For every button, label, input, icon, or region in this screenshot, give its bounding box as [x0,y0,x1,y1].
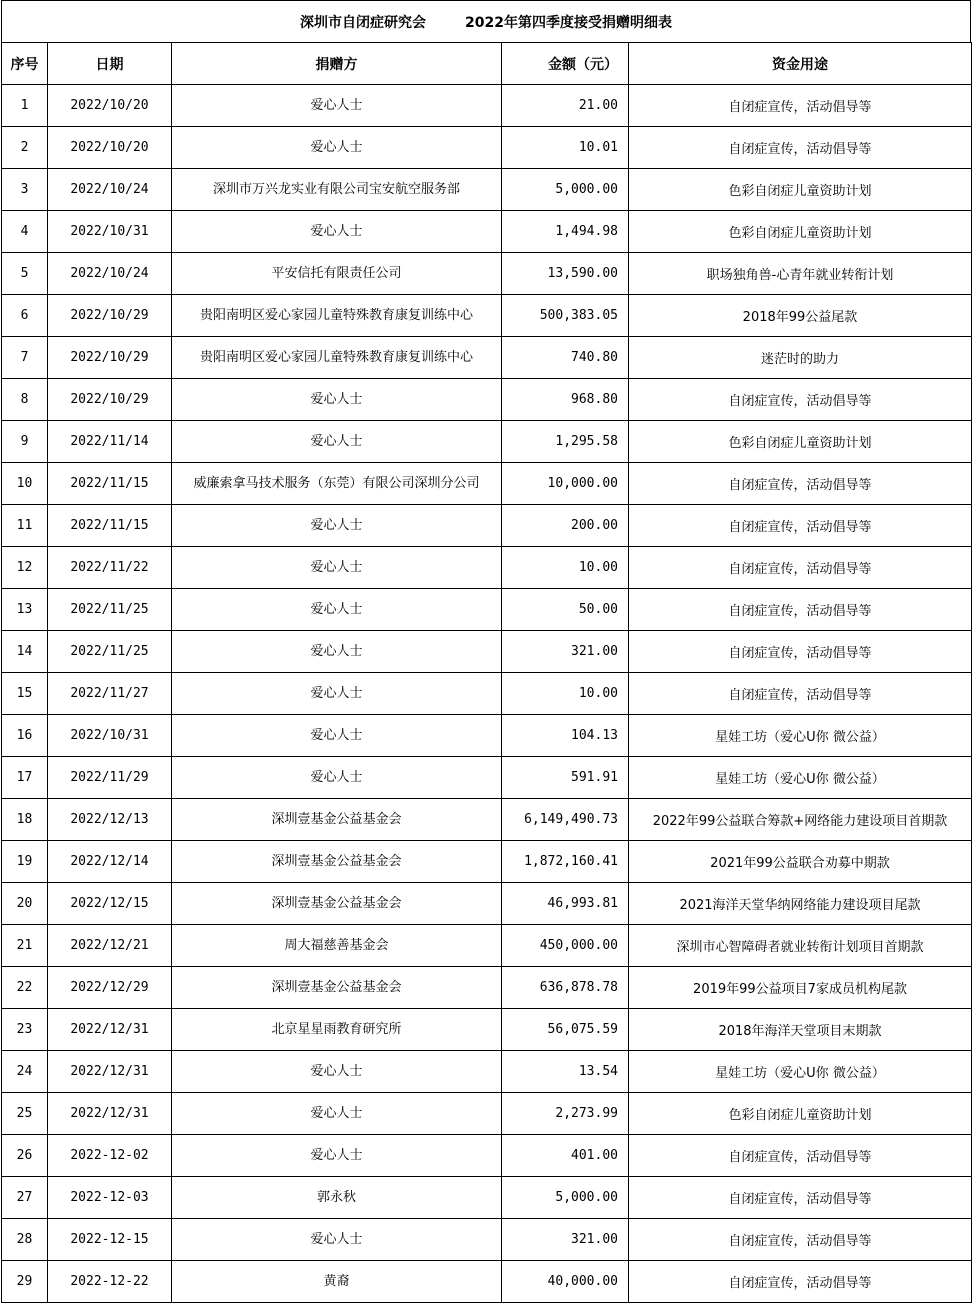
cell-purpose: 职场独角兽-心青年就业转衔计划 [629,253,972,295]
cell-amount: 10.00 [502,547,629,589]
cell-date: 2022/11/14 [48,421,172,463]
cell-amount: 5,000.00 [502,169,629,211]
cell-no: 15 [2,673,48,715]
cell-donor: 贵阳南明区爱心家园儿童特殊教育康复训练中心 [172,337,502,379]
table-row [2,505,972,547]
table-row [2,1261,972,1303]
table-row [2,841,972,883]
cell-donor: 爱心人士 [172,211,502,253]
cell-amount: 13.54 [502,1051,629,1093]
cell-date: 2022/11/15 [48,505,172,547]
cell-date: 2022/11/29 [48,757,172,799]
cell-donor: 深圳市万兴龙实业有限公司宝安航空服务部 [172,169,502,211]
cell-no: 29 [2,1261,48,1303]
cell-no: 10 [2,463,48,505]
cell-purpose: 星娃工坊（爱心U你 微公益） [629,715,972,757]
table-row [2,421,972,463]
cell-donor: 爱心人士 [172,757,502,799]
cell-amount: 40,000.00 [502,1261,629,1303]
table-row [2,799,972,841]
donation-sheet [1,0,971,1303]
cell-amount: 10.01 [502,127,629,169]
cell-purpose: 自闭症宣传，活动倡导等 [629,1135,972,1177]
cell-amount: 6,149,490.73 [502,799,629,841]
cell-date: 2022/10/24 [48,253,172,295]
cell-purpose: 自闭症宣传，活动倡导等 [629,505,972,547]
table-row [2,925,972,967]
cell-purpose: 自闭症宣传，活动倡导等 [629,547,972,589]
cell-donor: 爱心人士 [172,673,502,715]
donation-table [1,42,972,1303]
cell-donor: 爱心人士 [172,85,502,127]
cell-donor: 爱心人士 [172,589,502,631]
cell-no: 21 [2,925,48,967]
table-row [2,211,972,253]
cell-date: 2022/10/20 [48,85,172,127]
cell-no: 14 [2,631,48,673]
table-row [2,1219,972,1261]
table-row [2,631,972,673]
cell-amount: 1,494.98 [502,211,629,253]
cell-amount: 1,295.58 [502,421,629,463]
cell-date: 2022/11/15 [48,463,172,505]
table-row [2,967,972,1009]
cell-no: 4 [2,211,48,253]
cell-date: 2022/11/27 [48,673,172,715]
cell-donor: 爱心人士 [172,1093,502,1135]
cell-no: 13 [2,589,48,631]
cell-no: 28 [2,1219,48,1261]
header-donor: 捐赠方 [172,43,502,85]
cell-no: 11 [2,505,48,547]
cell-purpose: 迷茫时的助力 [629,337,972,379]
cell-donor: 深圳壹基金公益基金会 [172,883,502,925]
cell-amount: 591.91 [502,757,629,799]
cell-date: 2022/12/31 [48,1051,172,1093]
table-row [2,379,972,421]
cell-purpose: 色彩自闭症儿童资助计划 [629,421,972,463]
cell-date: 2022-12-02 [48,1135,172,1177]
cell-purpose: 自闭症宣传，活动倡导等 [629,1177,972,1219]
cell-amount: 500,383.05 [502,295,629,337]
cell-date: 2022/11/25 [48,589,172,631]
cell-no: 27 [2,1177,48,1219]
header-amount: 金额（元） [502,43,629,85]
cell-amount: 10,000.00 [502,463,629,505]
cell-no: 1 [2,85,48,127]
cell-purpose: 自闭症宣传，活动倡导等 [629,463,972,505]
table-row [2,1051,972,1093]
cell-amount: 450,000.00 [502,925,629,967]
table-row [2,1177,972,1219]
cell-no: 25 [2,1093,48,1135]
cell-amount: 46,993.81 [502,883,629,925]
cell-amount: 321.00 [502,631,629,673]
cell-purpose: 星娃工坊（爱心U你 微公益） [629,757,972,799]
cell-no: 24 [2,1051,48,1093]
cell-amount: 2,273.99 [502,1093,629,1135]
cell-date: 2022/10/20 [48,127,172,169]
table-row [2,547,972,589]
cell-purpose: 自闭症宣传，活动倡导等 [629,379,972,421]
table-row [2,673,972,715]
cell-date: 2022/10/29 [48,295,172,337]
cell-donor: 郭永秋 [172,1177,502,1219]
cell-amount: 636,878.78 [502,967,629,1009]
cell-date: 2022-12-03 [48,1177,172,1219]
cell-no: 3 [2,169,48,211]
cell-donor: 深圳壹基金公益基金会 [172,967,502,1009]
cell-amount: 200.00 [502,505,629,547]
cell-date: 2022/12/13 [48,799,172,841]
cell-no: 23 [2,1009,48,1051]
cell-donor: 爱心人士 [172,127,502,169]
table-row [2,589,972,631]
cell-amount: 104.13 [502,715,629,757]
cell-no: 6 [2,295,48,337]
table-row [2,337,972,379]
cell-amount: 21.00 [502,85,629,127]
cell-amount: 401.00 [502,1135,629,1177]
header-purpose: 资金用途 [629,43,972,85]
cell-date: 2022/11/22 [48,547,172,589]
cell-date: 2022/12/15 [48,883,172,925]
cell-amount: 10.00 [502,673,629,715]
cell-donor: 周大福慈善基金会 [172,925,502,967]
cell-no: 22 [2,967,48,1009]
cell-donor: 平安信托有限责任公司 [172,253,502,295]
cell-no: 18 [2,799,48,841]
cell-no: 5 [2,253,48,295]
table-row [2,295,972,337]
cell-donor: 北京星星雨教育研究所 [172,1009,502,1051]
cell-date: 2022/10/24 [48,169,172,211]
cell-no: 20 [2,883,48,925]
cell-date: 2022/10/31 [48,715,172,757]
cell-donor: 爱心人士 [172,505,502,547]
table-body [2,85,972,1303]
cell-no: 19 [2,841,48,883]
cell-donor: 黄裔 [172,1261,502,1303]
table-row [2,1135,972,1177]
cell-purpose: 2021年99公益联合劝募中期款 [629,841,972,883]
cell-purpose: 自闭症宣传，活动倡导等 [629,1219,972,1261]
cell-amount: 321.00 [502,1219,629,1261]
cell-purpose: 星娃工坊（爱心U你 微公益） [629,1051,972,1093]
table-row [2,127,972,169]
cell-date: 2022/12/29 [48,967,172,1009]
cell-amount: 740.80 [502,337,629,379]
cell-donor: 爱心人士 [172,379,502,421]
cell-donor: 深圳壹基金公益基金会 [172,841,502,883]
table-row [2,757,972,799]
cell-purpose: 深圳市心智障碍者就业转衔计划项目首期款 [629,925,972,967]
cell-purpose: 色彩自闭症儿童资助计划 [629,211,972,253]
cell-amount: 56,075.59 [502,1009,629,1051]
table-row [2,1009,972,1051]
cell-donor: 爱心人士 [172,715,502,757]
cell-donor: 爱心人士 [172,1219,502,1261]
cell-purpose: 2019年99公益项目7家成员机构尾款 [629,967,972,1009]
cell-amount: 968.80 [502,379,629,421]
table-row [2,169,972,211]
cell-date: 2022-12-15 [48,1219,172,1261]
cell-purpose: 自闭症宣传，活动倡导等 [629,1261,972,1303]
cell-donor: 深圳壹基金公益基金会 [172,799,502,841]
cell-no: 7 [2,337,48,379]
cell-purpose: 自闭症宣传，活动倡导等 [629,127,972,169]
cell-donor: 爱心人士 [172,421,502,463]
cell-purpose: 自闭症宣传，活动倡导等 [629,589,972,631]
table-row [2,883,972,925]
cell-purpose: 自闭症宣传，活动倡导等 [629,673,972,715]
cell-no: 17 [2,757,48,799]
cell-date: 2022/10/29 [48,379,172,421]
table-row [2,85,972,127]
cell-amount: 5,000.00 [502,1177,629,1219]
cell-purpose: 2022年99公益联合筹款+网络能力建设项目首期款 [629,799,972,841]
cell-no: 9 [2,421,48,463]
cell-donor: 爱心人士 [172,631,502,673]
cell-purpose: 色彩自闭症儿童资助计划 [629,169,972,211]
cell-date: 2022/12/31 [48,1093,172,1135]
cell-date: 2022/11/25 [48,631,172,673]
cell-donor: 爱心人士 [172,1051,502,1093]
cell-donor: 威廉索拿马技术服务（东莞）有限公司深圳分公司 [172,463,502,505]
cell-purpose: 2021海洋天堂华纳网络能力建设项目尾款 [629,883,972,925]
cell-amount: 50.00 [502,589,629,631]
cell-purpose: 2018年海洋天堂项目末期款 [629,1009,972,1051]
cell-no: 2 [2,127,48,169]
cell-no: 16 [2,715,48,757]
cell-purpose: 自闭症宣传，活动倡导等 [629,85,972,127]
cell-date: 2022-12-22 [48,1261,172,1303]
cell-no: 8 [2,379,48,421]
header-row [2,43,972,85]
cell-amount: 1,872,160.41 [502,841,629,883]
cell-purpose: 2018年99公益尾款 [629,295,972,337]
sheet-title: 深圳市自闭症研究会 2022年第四季度接受捐赠明细表 [1,0,971,42]
table-row [2,253,972,295]
cell-amount: 13,590.00 [502,253,629,295]
cell-no: 26 [2,1135,48,1177]
cell-donor: 贵阳南明区爱心家园儿童特殊教育康复训练中心 [172,295,502,337]
cell-date: 2022/12/21 [48,925,172,967]
cell-no: 12 [2,547,48,589]
cell-purpose: 自闭症宣传，活动倡导等 [629,631,972,673]
header-date: 日期 [48,43,172,85]
table-row [2,463,972,505]
cell-purpose: 色彩自闭症儿童资助计划 [629,1093,972,1135]
cell-date: 2022/10/29 [48,337,172,379]
cell-date: 2022/12/31 [48,1009,172,1051]
table-row [2,715,972,757]
table-row [2,1093,972,1135]
cell-donor: 爱心人士 [172,1135,502,1177]
cell-date: 2022/12/14 [48,841,172,883]
header-no: 序号 [2,43,48,85]
cell-date: 2022/10/31 [48,211,172,253]
cell-donor: 爱心人士 [172,547,502,589]
